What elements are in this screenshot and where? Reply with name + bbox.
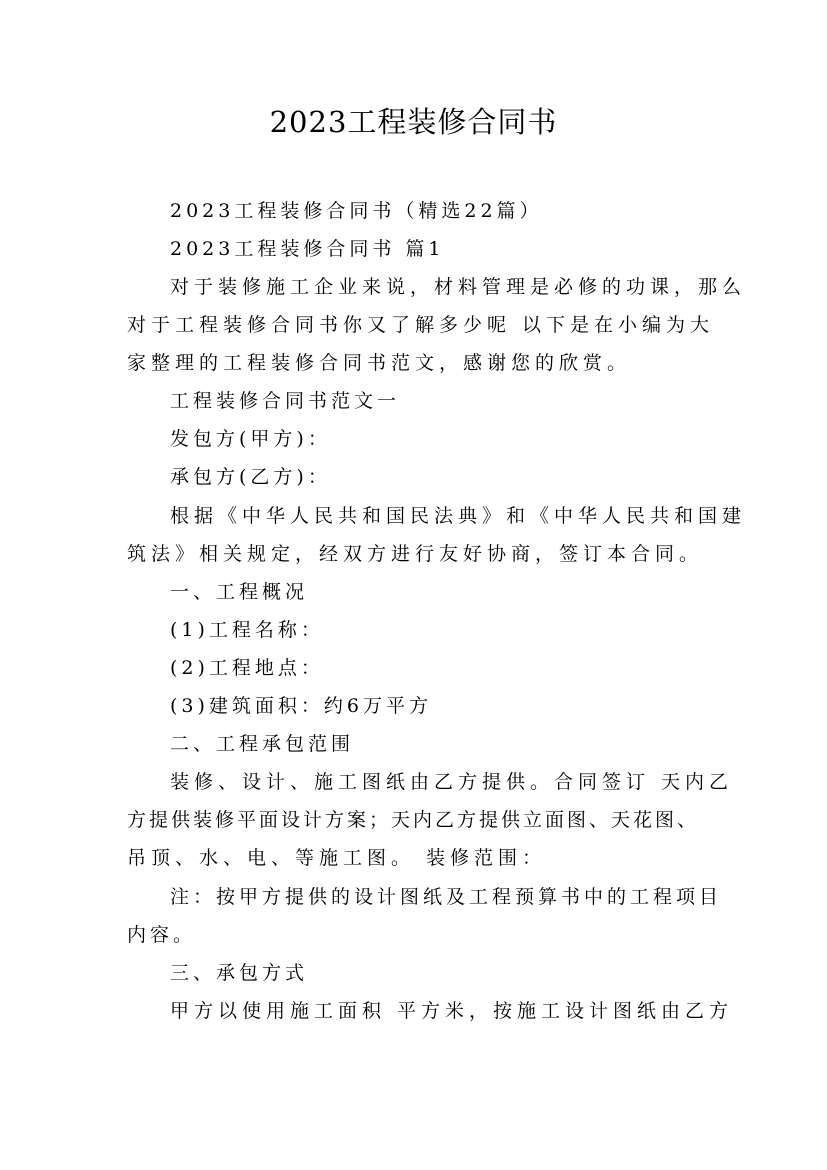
paragraph-line: (3)建筑面积：约6万平方 [170,695,433,717]
paragraph-line: 筑法》相关规定，经双方进行友好协商，签订本合同。 [127,543,704,565]
paragraph-line: 对于工程装修合同书你又了解多少呢 以下是在小编为大 [127,314,715,336]
section-heading-line: 一、工程概况 [170,581,309,603]
section-heading-line: 2023工程装修合同书 篇1 [170,238,445,260]
paragraph-line: 内容。 [127,924,197,946]
paragraph-line: 甲方以使用施工面积 平方米，按施工设计图纸由乙方 [170,1000,734,1022]
section-heading-line: 二、工程承包范围 [170,733,355,755]
paragraph-line: 方提供装修平面设计方案；天内乙方提供立面图、天花图、 [127,809,700,831]
paragraph-line: 发包方(甲方)： [170,428,331,450]
paragraph-line: (2)工程地点： [170,657,324,679]
paragraph-line: 装修、设计、施工图纸由乙方提供。合同签订 天内乙 [170,771,734,793]
paragraph-line: 家整理的工程装修合同书范文，感谢您的欣赏。 [127,352,632,374]
paragraph-line: 工程装修合同书范文一 [170,390,401,412]
paragraph-line: 根据《中华人民共和国民法典》和《中华人民共和国建 [170,505,747,527]
subtitle-line: 2023工程装修合同书（精选22篇） [170,200,543,222]
document-title: 2023工程装修合同书 [269,105,558,139]
paragraph-line: 对于装修施工企业来说，材料管理是必修的功课，那么 [170,276,747,298]
paragraph-line: 注：按甲方提供的设计图纸及工程预算书中的工程项目 [170,886,723,908]
paragraph-line: 吊顶、水、电、等施工图。 装修范围： [127,847,547,869]
section-heading-line: 三、承包方式 [170,962,309,984]
paragraph-line: (1)工程名称： [170,619,324,641]
paragraph-line: 承包方(乙方)： [170,466,331,488]
